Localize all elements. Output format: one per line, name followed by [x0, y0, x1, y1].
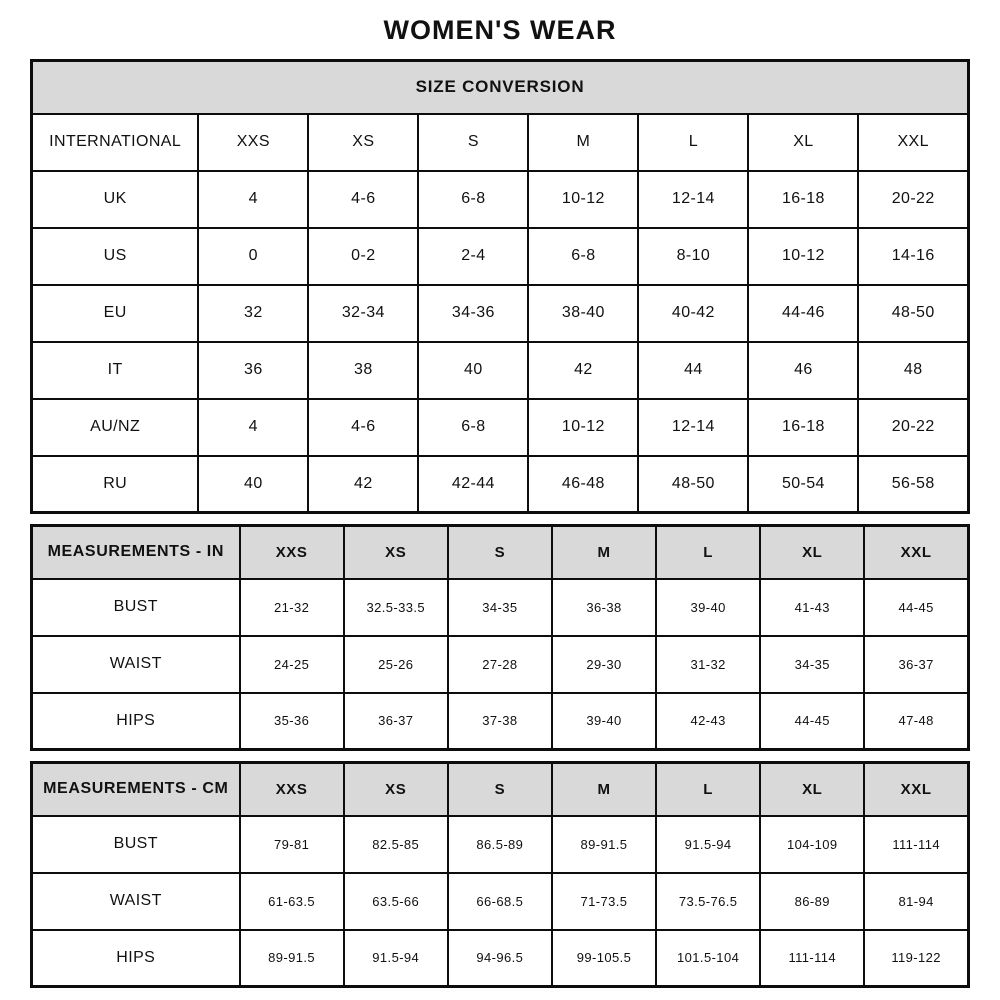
value-cell: 2-4: [418, 228, 528, 285]
size-column-header: S: [448, 526, 552, 579]
row-label: RU: [32, 456, 199, 513]
value-cell: 91.5-94: [344, 930, 448, 987]
table-row: [32, 342, 969, 399]
row-label: AU/NZ: [32, 399, 199, 456]
value-cell: 14-16: [858, 228, 968, 285]
table-title-cell: MEASUREMENTS - CM: [32, 763, 240, 816]
size-column-header: XS: [344, 763, 448, 816]
size-column-header: S: [418, 114, 528, 171]
size-column-header: XS: [344, 526, 448, 579]
value-cell: 73.5-76.5: [656, 873, 760, 930]
table-row: [32, 693, 969, 750]
value-cell: 91.5-94: [656, 816, 760, 873]
row-label: HIPS: [32, 693, 240, 750]
value-cell: 25-26: [344, 636, 448, 693]
row-label: US: [32, 228, 199, 285]
value-cell: 46: [748, 342, 858, 399]
size-conversion-table: [30, 59, 970, 514]
value-cell: 12-14: [638, 171, 748, 228]
size-column-header: M: [552, 526, 656, 579]
measurements-cm-table: [30, 761, 970, 988]
value-cell: 66-68.5: [448, 873, 552, 930]
value-cell: 61-63.5: [240, 873, 344, 930]
value-cell: 6-8: [528, 228, 638, 285]
value-cell: 4: [198, 399, 308, 456]
value-cell: 94-96.5: [448, 930, 552, 987]
value-cell: 24-25: [240, 636, 344, 693]
value-cell: 31-32: [656, 636, 760, 693]
value-cell: 40: [198, 456, 308, 513]
value-cell: 63.5-66: [344, 873, 448, 930]
table-row: [32, 579, 969, 636]
value-cell: 101.5-104: [656, 930, 760, 987]
size_conversion-header-row: [32, 114, 969, 171]
size-column-header: XL: [760, 526, 864, 579]
value-cell: 20-22: [858, 171, 968, 228]
table-title-cell: MEASUREMENTS - IN: [32, 526, 240, 579]
value-cell: 36-37: [864, 636, 968, 693]
size-column-header: XL: [748, 114, 858, 171]
row-label: BUST: [32, 816, 240, 873]
table-row: [32, 816, 969, 873]
table-row: [32, 873, 969, 930]
value-cell: 48: [858, 342, 968, 399]
size-column-header: M: [528, 114, 638, 171]
size-column-header: XXL: [858, 114, 968, 171]
value-cell: 89-91.5: [552, 816, 656, 873]
size-column-header: XXS: [240, 526, 344, 579]
value-cell: 34-35: [448, 579, 552, 636]
value-cell: 42-43: [656, 693, 760, 750]
table-row: [32, 636, 969, 693]
value-cell: 0: [198, 228, 308, 285]
value-cell: 71-73.5: [552, 873, 656, 930]
value-cell: 21-32: [240, 579, 344, 636]
value-cell: 0-2: [308, 228, 418, 285]
size-conversion-caption: SIZE CONVERSION: [32, 61, 969, 114]
value-cell: 36-38: [552, 579, 656, 636]
value-cell: 44-45: [864, 579, 968, 636]
value-cell: 32.5-33.5: [344, 579, 448, 636]
value-cell: 42-44: [418, 456, 528, 513]
value-cell: 20-22: [858, 399, 968, 456]
table-caption-row: [32, 61, 969, 114]
value-cell: 16-18: [748, 399, 858, 456]
value-cell: 35-36: [240, 693, 344, 750]
row-label: BUST: [32, 579, 240, 636]
value-cell: 47-48: [864, 693, 968, 750]
value-cell: 39-40: [656, 579, 760, 636]
row-label-header: INTERNATIONAL: [32, 114, 199, 171]
size-column-header: XS: [308, 114, 418, 171]
size-column-header: XXS: [240, 763, 344, 816]
size-column-header: L: [638, 114, 748, 171]
value-cell: 86.5-89: [448, 816, 552, 873]
value-cell: 6-8: [418, 399, 528, 456]
row-label: HIPS: [32, 930, 240, 987]
value-cell: 56-58: [858, 456, 968, 513]
value-cell: 10-12: [528, 399, 638, 456]
value-cell: 119-122: [864, 930, 968, 987]
value-cell: 44-46: [748, 285, 858, 342]
table-row: [32, 171, 969, 228]
size-column-header: L: [656, 763, 760, 816]
value-cell: 104-109: [760, 816, 864, 873]
value-cell: 38-40: [528, 285, 638, 342]
measurements-cm-body: [32, 763, 969, 987]
value-cell: 42: [528, 342, 638, 399]
size-column-header: M: [552, 763, 656, 816]
value-cell: 50-54: [748, 456, 858, 513]
size-column-header: XXS: [198, 114, 308, 171]
value-cell: 4-6: [308, 171, 418, 228]
size-column-header: XL: [760, 763, 864, 816]
size-column-header: XXL: [864, 526, 968, 579]
size-column-header: XXL: [864, 763, 968, 816]
value-cell: 38: [308, 342, 418, 399]
value-cell: 86-89: [760, 873, 864, 930]
value-cell: 89-91.5: [240, 930, 344, 987]
value-cell: 8-10: [638, 228, 748, 285]
value-cell: 48-50: [858, 285, 968, 342]
value-cell: 16-18: [748, 171, 858, 228]
value-cell: 36-37: [344, 693, 448, 750]
value-cell: 10-12: [528, 171, 638, 228]
row-label: WAIST: [32, 636, 240, 693]
value-cell: 12-14: [638, 399, 748, 456]
table-row: [32, 399, 969, 456]
value-cell: 99-105.5: [552, 930, 656, 987]
table-row: [32, 456, 969, 513]
row-label: IT: [32, 342, 199, 399]
value-cell: 41-43: [760, 579, 864, 636]
measurements_in-header-row: [32, 526, 969, 579]
value-cell: 44-45: [760, 693, 864, 750]
value-cell: 34-36: [418, 285, 528, 342]
measurements-in-table: [30, 524, 970, 751]
value-cell: 34-35: [760, 636, 864, 693]
row-label: WAIST: [32, 873, 240, 930]
measurements_cm-header-row: [32, 763, 969, 816]
measurements-in-body: [32, 526, 969, 750]
value-cell: 4-6: [308, 399, 418, 456]
value-cell: 82.5-85: [344, 816, 448, 873]
value-cell: 81-94: [864, 873, 968, 930]
value-cell: 111-114: [864, 816, 968, 873]
value-cell: 79-81: [240, 816, 344, 873]
table-row: [32, 285, 969, 342]
table-row: [32, 228, 969, 285]
value-cell: 36: [198, 342, 308, 399]
row-label: UK: [32, 171, 199, 228]
value-cell: 10-12: [748, 228, 858, 285]
value-cell: 48-50: [638, 456, 748, 513]
value-cell: 40-42: [638, 285, 748, 342]
value-cell: 29-30: [552, 636, 656, 693]
value-cell: 4: [198, 171, 308, 228]
value-cell: 27-28: [448, 636, 552, 693]
size-column-header: S: [448, 763, 552, 816]
table-row: [32, 930, 969, 987]
size-conversion-body: [32, 114, 969, 513]
value-cell: 111-114: [760, 930, 864, 987]
value-cell: 46-48: [528, 456, 638, 513]
row-label: EU: [32, 285, 199, 342]
size-column-header: L: [656, 526, 760, 579]
value-cell: 32-34: [308, 285, 418, 342]
value-cell: 32: [198, 285, 308, 342]
value-cell: 40: [418, 342, 528, 399]
page-title: WOMEN'S WEAR: [383, 15, 617, 45]
value-cell: 44: [638, 342, 748, 399]
value-cell: 39-40: [552, 693, 656, 750]
value-cell: 6-8: [418, 171, 528, 228]
value-cell: 37-38: [448, 693, 552, 750]
value-cell: 42: [308, 456, 418, 513]
